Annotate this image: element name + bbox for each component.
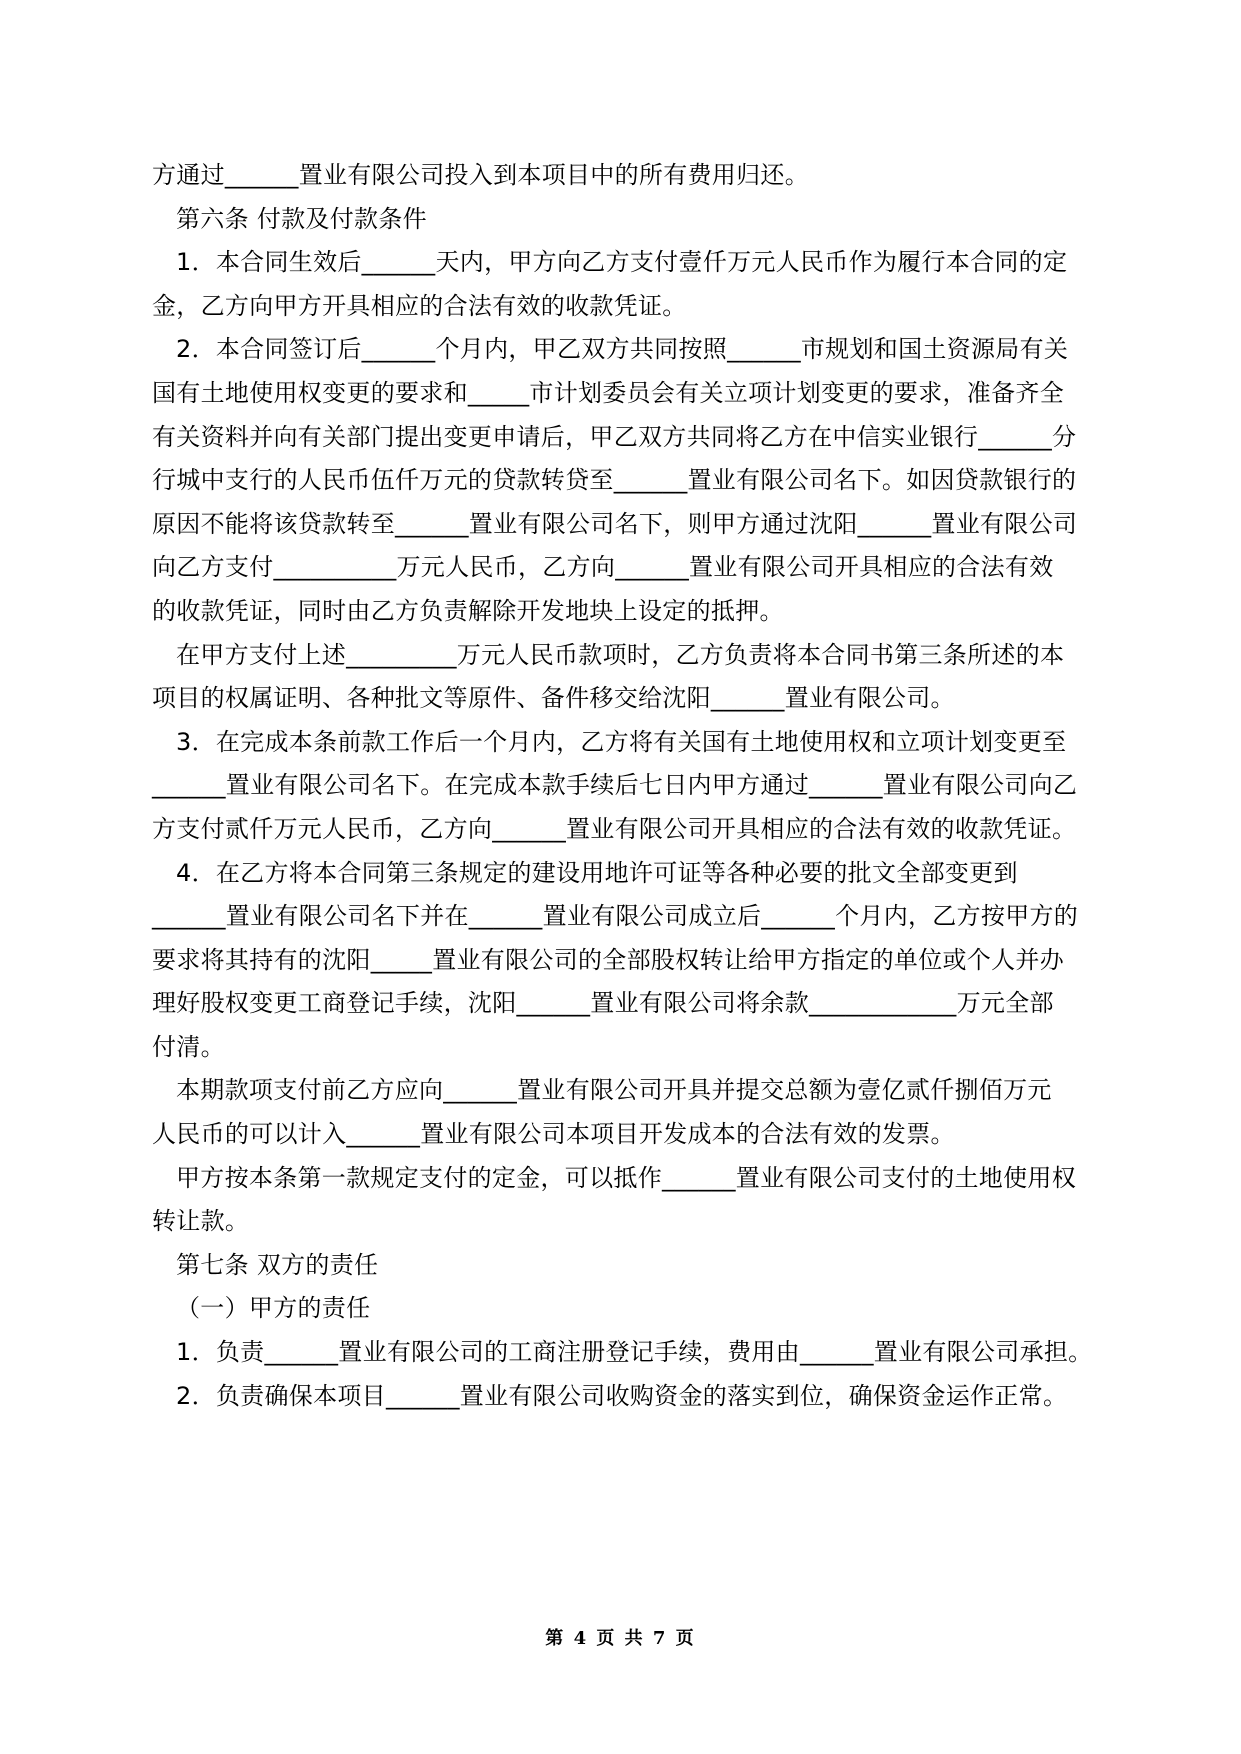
text-line: 3．在完成本条前款工作后一个月内，乙方将有关国有土地使用权和立项计划变更至 xyxy=(176,727,1067,756)
text-line: 1．负责______置业有限公司的工商注册登记手续，费用由______置业有限公司承担。 xyxy=(176,1338,1093,1367)
text-line: 付清。 xyxy=(152,1032,225,1061)
text-line: 方通过______置业有限公司投入到本项目中的所有费用归还。 xyxy=(152,161,809,189)
text-line: 在甲方支付上述_________万元人民币款项时，乙方负责将本合同书第三条所述的本 xyxy=(176,640,1065,669)
text-line: 转让款。 xyxy=(152,1207,250,1236)
text-line: 的收款凭证，同时由乙方负责解除开发地块上设定的抵押。 xyxy=(152,596,784,625)
text-line: 2．本合同签订后______个月内，甲乙双方共同按照______市规划和国土资源局有关 xyxy=(176,335,1069,364)
text-line: 要求将其持有的沈阳_____置业有限公司的全部股权转让给甲方指定的单位或个人并办 xyxy=(152,945,1064,974)
text-line: 本期款项支付前乙方应向______置业有限公司开具并提交总额为壹亿贰仟捌佰万元 xyxy=(176,1076,1052,1105)
text-line: 金，乙方向甲方开具相应的合法有效的收款凭证。 xyxy=(152,291,687,320)
text-line: 国有土地使用权变更的要求和_____市计划委员会有关立项计划变更的要求，准备齐全 xyxy=(152,378,1064,407)
text-line: 原因不能将该贷款转至______置业有限公司名下，则甲方通过沈阳______置业有限公司 xyxy=(152,509,1078,538)
text-line: 行城中支行的人民币伍仟万元的贷款转贷至______置业有限公司名下。如因贷款银行的 xyxy=(152,466,1077,495)
document-body xyxy=(152,154,1092,1418)
text-line: 向乙方支付__________万元人民币，乙方向______置业有限公司开具相应的合法有效 xyxy=(152,553,1054,582)
article-heading: 第七条 双方的责任 xyxy=(176,1250,379,1279)
text-line: 2．负责确保本项目______置业有限公司收购资金的落实到位，确保资金运作正常。 xyxy=(176,1381,1068,1410)
text-line: ______置业有限公司名下并在______置业有限公司成立后______个月内，乙方按甲方的 xyxy=(152,902,1079,931)
text-line: 方支付贰仟万元人民币，乙方向______置业有限公司开具相应的合法有效的收款凭证。 xyxy=(152,814,1077,843)
article-heading: 第六条 付款及付款条件 xyxy=(176,204,427,233)
text-line: ______置业有限公司名下。在完成本款手续后七日内甲方通过______置业有限公司向乙 xyxy=(152,771,1078,800)
text-line: 项目的权属证明、各种批文等原件、备件移交给沈阳______置业有限公司。 xyxy=(152,684,955,713)
text-line: 4．在乙方将本合同第三条规定的建设用地许可证等各种必要的批文全部变更到 xyxy=(176,858,1018,887)
text-line: 人民币的可以计入______置业有限公司本项目开发成本的合法有效的发票。 xyxy=(152,1120,955,1149)
text-line: 理好股权变更工商登记手续，沈阳______置业有限公司将余款____________万元全部 xyxy=(152,989,1054,1018)
page-number-footer: 第 4 页 共 7 页 xyxy=(545,1628,696,1649)
section-heading: （一）甲方的责任 xyxy=(176,1294,371,1323)
text-line: 1．本合同生效后______天内，甲方向乙方支付壹仟万元人民币作为履行本合同的定 xyxy=(176,248,1068,277)
text-line: 有关资料并向有关部门提出变更申请后，甲乙双方共同将乙方在中信实业银行______分 xyxy=(152,422,1077,451)
text-line: 甲方按本条第一款规定支付的定金，可以抵作______置业有限公司支付的土地使用权 xyxy=(176,1163,1076,1192)
